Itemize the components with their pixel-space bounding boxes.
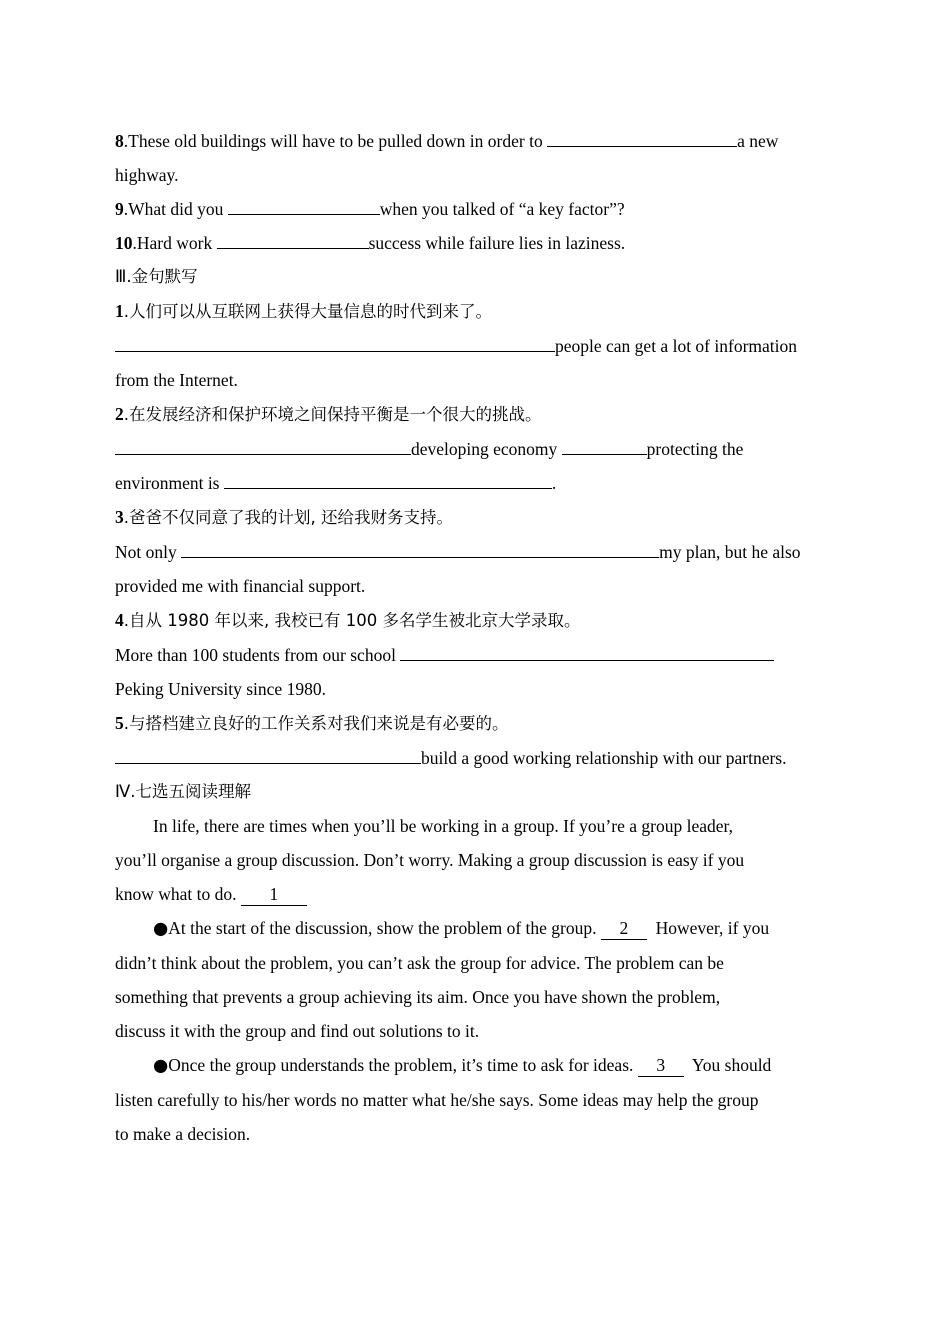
item-number: 9 — [115, 199, 124, 219]
bullet-icon: ● — [153, 1056, 169, 1076]
sentence-text: environment is — [115, 473, 224, 493]
sentence-3-english — [115, 535, 835, 569]
sentence-text: developing economy — [411, 439, 562, 459]
blank-1[interactable]: 1 — [241, 883, 307, 906]
fill-item-8 — [115, 124, 835, 158]
fill-item-10 — [115, 226, 835, 260]
item-number: 5 — [115, 713, 124, 733]
sentence-text: Not only — [115, 542, 182, 562]
sentence-5-chinese — [115, 706, 835, 741]
item-text: .These old buildings will have to be pulled down in order to — [123, 131, 548, 151]
passage-text: However, if you — [646, 918, 770, 938]
passage-p1-line3 — [115, 877, 835, 911]
sentence-1-cont: from the Internet. — [115, 370, 238, 390]
answer-blank[interactable] — [562, 432, 647, 455]
item-text: .Hard work — [132, 233, 217, 253]
item-text: when you talked of “a key factor”? — [379, 199, 625, 219]
sentence-text: build a good working relationship with our partners. — [421, 748, 787, 768]
item-text: a new — [737, 131, 779, 151]
passage-p2-line3: something that prevents a group achieving its aim. Once you have shown the problem, — [115, 987, 721, 1007]
item-number: 1 — [115, 301, 124, 321]
chinese-prompt: .与搭档建立良好的工作关系对我们来说是有必要的。 — [123, 714, 509, 733]
passage-p2-line4: discuss it with the group and find out solutions to it. — [115, 1021, 480, 1041]
passage-text: know what to do. — [115, 884, 241, 904]
passage-p1-line2: you’ll organise a group discussion. Don’t worry. Making a group discussion is easy if you — [115, 850, 745, 870]
sentence-text: protecting the — [646, 439, 744, 459]
sentence-text: my plan, but he also — [659, 542, 801, 562]
passage-p3-line1 — [115, 1048, 835, 1083]
answer-blank[interactable] — [228, 192, 380, 215]
answer-blank[interactable] — [217, 226, 369, 249]
sentence-2-cont — [115, 466, 835, 500]
chinese-prompt: .爸爸不仅同意了我的计划, 还给我财务支持。 — [123, 508, 453, 527]
chinese-prompt: .自从 1980 年以来, 我校已有 100 多名学生被北京大学录取。 — [123, 611, 581, 630]
sentence-2-english — [115, 432, 835, 466]
answer-blank[interactable] — [115, 741, 421, 764]
answer-blank[interactable] — [547, 124, 737, 147]
passage-p3-line2: listen carefully to his/her words no matter what he/she says. Some ideas may help the group — [115, 1090, 759, 1110]
sentence-1-english — [115, 329, 835, 363]
sentence-1-chinese — [115, 294, 835, 329]
answer-blank[interactable] — [224, 466, 552, 489]
worksheet-page — [115, 124, 835, 1151]
sentence-4-chinese — [115, 603, 835, 638]
item-number: 4 — [115, 610, 124, 630]
item-number: 2 — [115, 404, 124, 424]
item-text: success while failure lies in laziness. — [368, 233, 626, 253]
item-number: 8 — [115, 131, 124, 151]
bullet-icon: ● — [153, 919, 169, 939]
answer-blank[interactable] — [181, 535, 659, 558]
section-3-title: Ⅲ.金句默写 — [115, 267, 198, 286]
sentence-text: . — [551, 473, 557, 493]
item-text: .What did you — [123, 199, 228, 219]
blank-3[interactable]: 3 — [638, 1054, 684, 1077]
sentence-text: More than 100 students from our school — [115, 645, 401, 665]
fill-item-8-cont: highway. — [115, 165, 179, 185]
sentence-3-chinese — [115, 500, 835, 535]
passage-text: Once the group understands the problem, it’s time to ask for ideas. — [168, 1055, 638, 1075]
passage-text: At the start of the discussion, show the problem of the group. — [168, 918, 601, 938]
sentence-3-cont: provided me with financial support. — [115, 576, 366, 596]
item-number: 3 — [115, 507, 124, 527]
passage-p2-line2: didn’t think about the problem, you can’t ask the group for advice. The problem can be — [115, 953, 724, 973]
passage-p2-line1 — [115, 911, 835, 946]
answer-blank[interactable] — [400, 638, 774, 661]
chinese-prompt: .人们可以从互联网上获得大量信息的时代到来了。 — [123, 302, 492, 321]
fill-item-9 — [115, 192, 835, 226]
sentence-5-english — [115, 741, 835, 775]
sentence-4-english — [115, 638, 835, 672]
sentence-2-chinese — [115, 397, 835, 432]
passage-p3-line3: to make a decision. — [115, 1124, 251, 1144]
answer-blank[interactable] — [115, 329, 555, 352]
answer-blank[interactable] — [115, 432, 411, 455]
blank-2[interactable]: 2 — [601, 917, 647, 940]
section-4-title: Ⅳ.七选五阅读理解 — [115, 782, 251, 801]
sentence-4-cont: Peking University since 1980. — [115, 679, 326, 699]
sentence-text: people can get a lot of information — [555, 336, 798, 356]
passage-p1-line1: In life, there are times when you’ll be working in a group. If you’re a group leader, — [153, 816, 733, 836]
passage-text: You should — [683, 1055, 772, 1075]
item-number: 10 — [115, 233, 133, 253]
chinese-prompt: .在发展经济和保护环境之间保持平衡是一个很大的挑战。 — [123, 405, 542, 424]
